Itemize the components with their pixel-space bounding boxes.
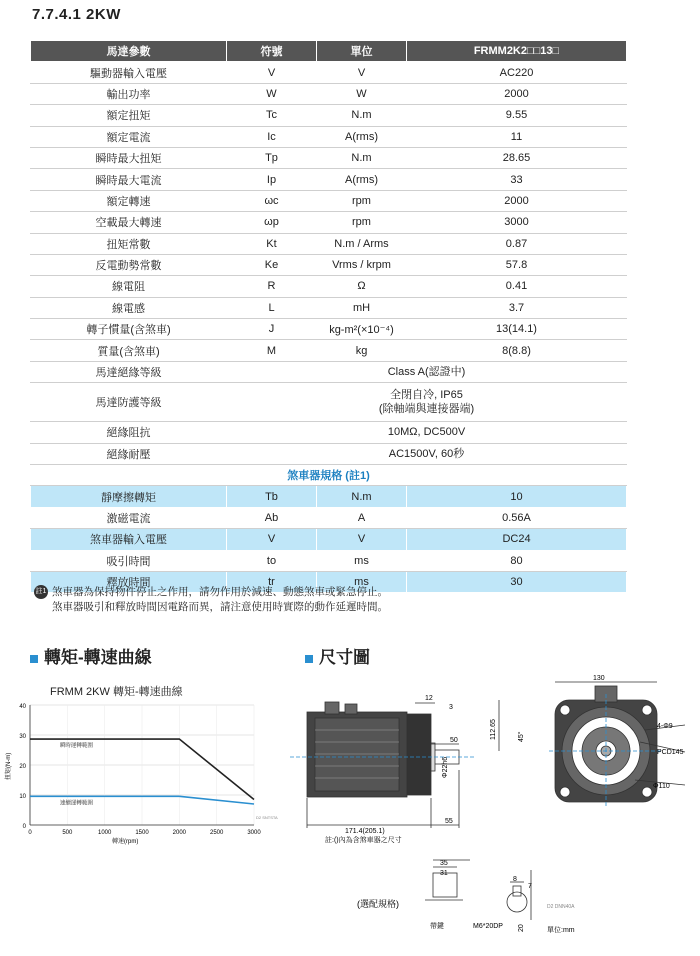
param-symbol: Kt [227,233,317,254]
param-value: 30 [407,571,627,592]
param-name: 額定電流 [31,126,227,147]
param-name: 煞車器輸入電壓 [31,529,227,550]
param-value: AC220 [407,62,627,83]
param-unit: N.m [317,147,407,168]
param-value-line: 全閉自冷, IP65 [390,389,463,402]
param-unit: kg [317,340,407,361]
header-model: FRMM2K2□□13□ [407,41,627,62]
table-row [31,443,627,464]
param-name: 馬達防護等級 [31,383,227,422]
param-value-line: AC1500V, 60秒 [388,447,465,460]
param-name: 轉子慣量(含煞車) [31,319,227,340]
dim-length-note: 註:()內為含煞車器之尺寸 [325,837,402,844]
opt-dim-4: 7 [528,883,532,890]
param-unit: A(rms) [317,169,407,190]
param-value: 3000 [407,212,627,233]
spec-table [30,40,627,593]
table-row [31,254,627,275]
param-name: 空載最大轉速 [31,212,227,233]
table-row [31,126,627,147]
dim-length: 171.4(205.1) [345,828,385,835]
param-name: 反電動勢常數 [31,254,227,275]
param-name: 絕緣耐壓 [31,443,227,464]
param-unit: A(rms) [317,126,407,147]
param-value: 10 [407,486,627,507]
option-label: (選配規格) [357,899,399,909]
header-symbol: 符號 [227,41,317,62]
table-row [31,550,627,571]
table-row [31,529,627,550]
table-row [31,340,627,361]
y-tick-label: 10 [19,794,26,800]
table-header [31,41,627,62]
chart-code: D2 SNTSTA [256,815,278,820]
param-unit: rpm [317,190,407,211]
table-row [31,486,627,507]
param-symbol: Ab [227,507,317,528]
param-value: 13(14.1) [407,319,627,340]
param-value: 3.7 [407,297,627,318]
param-symbol: W [227,83,317,104]
table-row [31,105,627,126]
dimension-drawing [285,670,700,945]
y-axis-label: 扭矩(N-m) [6,752,12,780]
x-tick-label: 0 [28,830,32,836]
note-line-1: 煞車器為保持物件停止之作用，請勿作用於減速、動態煞車或緊急停止。 [52,586,388,598]
unit-label: 單位:mm [547,927,575,934]
param-value-line: 10MΩ, DC500V [387,426,466,439]
param-name: 瞬時最大電流 [31,169,227,190]
opt-dim-3: 8 [513,876,517,883]
param-name: 質量(含煞車) [31,340,227,361]
param-symbol: R [227,276,317,297]
param-unit: mH [317,297,407,318]
dim-key: 12 [425,695,433,702]
param-symbol: Ke [227,254,317,275]
chart-title: FRMM 2KW 轉矩-轉速曲線 [50,686,183,698]
dim-key2: 3 [449,704,453,711]
param-symbol: L [227,297,317,318]
param-value: 0.87 [407,233,627,254]
table-row [31,147,627,168]
param-name: 額定轉速 [31,190,227,211]
x-tick-label: 2000 [172,830,187,836]
y-tick-label: 30 [19,734,26,740]
table-row [31,212,627,233]
param-value: 2000 [407,190,627,211]
param-symbol: ωp [227,212,317,233]
drawing-code: D2 DNN40A [547,904,575,910]
x-tick-label: 1500 [135,830,149,836]
opt-dim-1: 35 [440,860,448,867]
param-name: 線電感 [31,297,227,318]
table-row [31,190,627,211]
dim-angle: 45° [518,731,525,742]
dim-pcd: PCD145 [657,749,684,756]
param-value: 0.56A [407,507,627,528]
param-value [227,422,627,443]
dim-flange: 130 [593,675,605,682]
x-tick-label: 500 [62,830,73,836]
x-axis-label: 轉速(rpm) [112,839,139,845]
param-value: 57.8 [407,254,627,275]
dim-20: 20 [518,924,525,932]
param-symbol: Tb [227,486,317,507]
header-unit: 單位 [317,41,407,62]
brake-note [34,585,388,615]
param-name: 扭矩常數 [31,233,227,254]
param-name: 靜摩擦轉矩 [31,486,227,507]
param-value: 8(8.8) [407,340,627,361]
dim-hole: 4-Φ9 [657,723,673,730]
opt-dim-2: 31 [440,870,448,877]
table-row [31,233,627,254]
key-label: 帶鍵 [430,923,444,930]
param-name: 驅動器輸入電壓 [31,62,227,83]
dim-spigot: Φ110 [653,783,670,790]
section-title: 7.7.4.1 2KW [32,6,121,23]
table-row [31,319,627,340]
param-symbol: M [227,340,317,361]
y-tick-label: 20 [19,764,26,770]
table-row [31,297,627,318]
note-line-2: 煞車器吸引和釋放時間因電路而異，請注意使用時實際的動作延遲時間。 [52,601,388,613]
param-symbol: to [227,550,317,571]
y-tick-label: 0 [22,824,26,830]
param-value [227,383,627,422]
param-value-line: Class A(認證中) [387,366,466,379]
table-row [31,383,627,422]
note-badge: 註1 [34,585,48,599]
bullet-square-icon [30,655,38,663]
param-name: 額定扭矩 [31,105,227,126]
param-symbol: Tp [227,147,317,168]
thread-label: M6*20DP [473,923,503,930]
torque-speed-chart [0,695,280,855]
param-name: 輸出功率 [31,83,227,104]
param-name: 線電阻 [31,276,227,297]
torque-section-heading [30,643,152,668]
param-unit: V [317,62,407,83]
param-value: 9.55 [407,105,627,126]
dimension-section-heading [305,643,370,668]
param-value: 2000 [407,83,627,104]
dimension-heading-text: 尺寸圖 [319,648,370,667]
param-value [227,361,627,382]
param-value: 80 [407,550,627,571]
dim-height: 112.65 [490,719,497,740]
param-name: 瞬時最大扭矩 [31,147,227,168]
param-value: 0.41 [407,276,627,297]
y-tick-label: 40 [19,704,26,710]
param-value: 11 [407,126,627,147]
param-name: 馬達絕緣等級 [31,361,227,382]
param-unit: W [317,83,407,104]
param-name: 絕緣阻抗 [31,422,227,443]
brake-section-title: 煞車器規格 (註1) [31,465,627,486]
param-symbol: Tc [227,105,317,126]
param-value [227,443,627,464]
table-row [31,276,627,297]
dim-shaft: 50 [450,737,458,744]
param-unit: kg-m²(×10⁻⁴) [317,319,407,340]
table-row [31,361,627,382]
dim-shaft-dia: Φ22h6 [442,756,449,778]
header-param: 馬達參數 [31,41,227,62]
param-symbol: Ic [227,126,317,147]
brake-section-row [31,465,627,486]
torque-heading-text: 轉矩-轉速曲線 [44,648,152,667]
dim-len2: 55 [445,818,453,825]
bullet-square-icon [305,655,313,663]
param-symbol: ωc [227,190,317,211]
x-tick-label: 1000 [97,830,112,836]
param-value: DC24 [407,529,627,550]
param-symbol: J [227,319,317,340]
table-row [31,422,627,443]
x-tick-label: 2500 [209,830,224,836]
param-name: 激磁電流 [31,507,227,528]
param-unit: N.m / Arms [317,233,407,254]
param-unit: A [317,507,407,528]
param-symbol: V [227,529,317,550]
param-symbol: V [227,62,317,83]
x-tick-label: 3000 [247,830,261,836]
param-unit: N.m [317,105,407,126]
table-row [31,62,627,83]
option-detail [425,860,531,920]
param-name: 釋放時間 [31,571,227,592]
param-symbol: Ip [227,169,317,190]
param-value-line: (除軸端與連接器端) [378,403,475,416]
param-value: 33 [407,169,627,190]
param-unit: V [317,529,407,550]
table-row [31,169,627,190]
table-row [31,83,627,104]
param-name: 吸引時間 [31,550,227,571]
param-unit: N.m [317,486,407,507]
param-unit: ms [317,571,407,592]
param-unit: rpm [317,212,407,233]
param-value: 28.65 [407,147,627,168]
param-unit: ms [317,550,407,571]
series-label: 瞬時運轉範圍 [59,743,93,750]
param-unit: Vrms / krpm [317,254,407,275]
table-row [31,507,627,528]
param-unit: Ω [317,276,407,297]
series-label: 連續運轉範圍 [59,800,93,807]
param-symbol: tr [227,571,317,592]
